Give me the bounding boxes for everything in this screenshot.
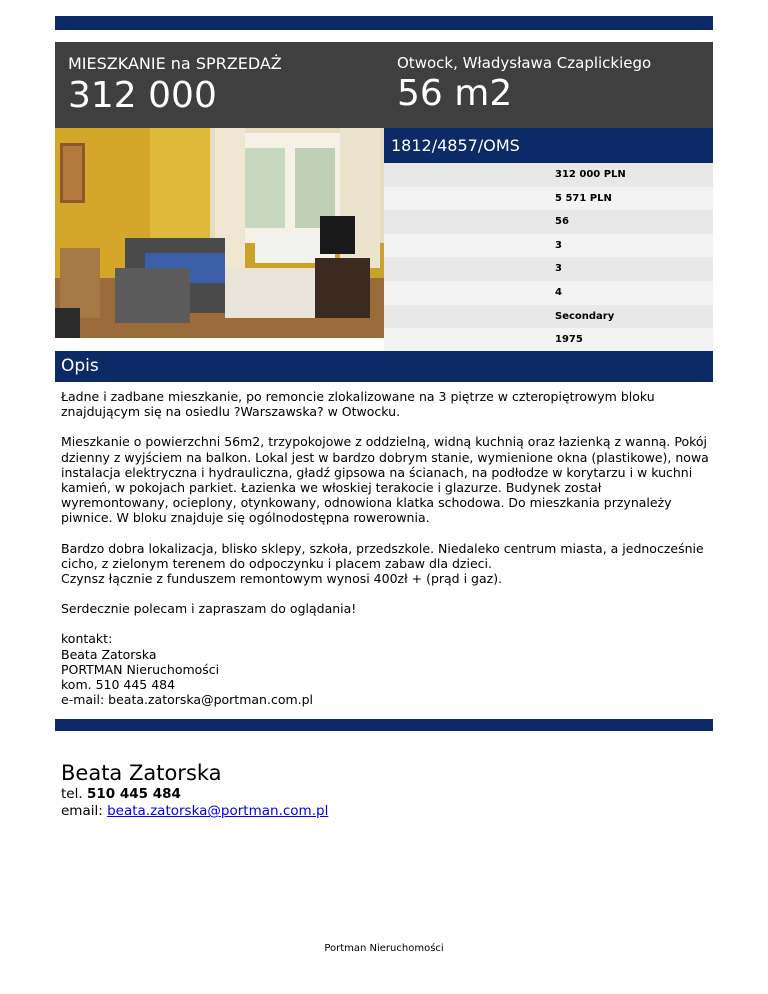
spec-price: 312 000 PLN [384,163,713,187]
header-right [397,54,651,114]
description-paragraph: Mieszkanie o powierzchni 56m2, trzypokojowe z oddzielną, widną kuchnią oraz łazienką z wanną. Pokój dzienny z wyjściem na balkon. Lokal jest w bardzo dobrym stanie, wymienione okna (plastikowe), nowa instalacja elektryczna i hydrauliczna, gładź gipsowa na ścianach, na podłodze w korytarzu i w kuchni kamień, w pokojach parkiet. Łazienka we włoskiej terakocie i glazurze. Budynek został wyremontowany, ocieplony, otynkowany, odnowiona klatka schodowa. Do mieszkania przynależy piwnice. W bloku znajduje się ogólnodostępna rowerownia. [61,434,709,526]
description-paragraph: Bardzo dobra lokalizacja, blisko sklepy, szkoła, przedszkole. Niedaleko centrum miasta, a jednocześnie cicho, z zielonym terenem do odpoczynku i placem zabaw dla dzieci. Czynsz łącznie z funduszem remontowym wynosi 400zł + (prąd i gaz). [61,540,704,587]
agent-email-link[interactable]: beata.zatorska@portman.com.pl [107,803,329,819]
listing-location: Otwock, Władysława Czaplickiego [397,54,652,72]
description-heading: Opis [55,351,713,382]
description-contact: kontakt: Beata Zatorska PORTMAN Nieruchomości kom. 510 445 484 e-mail: beata.zatorska@portman.com.pl [61,631,314,708]
agent-contact [61,760,328,820]
agent-name: Beata Zatorska [61,761,222,785]
listing-price: 312 000 [68,75,217,116]
agent-phone-line [61,786,328,803]
footer-company: Portman Nieruchomości [324,943,444,954]
agent-phone: 510 445 484 [86,786,181,802]
description-body [61,389,711,722]
email-label: email: [61,803,103,819]
spec-price-per-m2: 5 571 PLN [384,187,713,211]
bottom-accent-bar [55,719,713,731]
description-paragraph: Ładne i zadbane mieszkanie, po remoncie zlokalizowane na 3 piętrze w czteropiętrowym bloku znajdującym się na osiedlu ?Warszawska? w Otwocku. [61,389,655,420]
agent-email-line [61,803,328,820]
spec-rooms: 3 [384,234,713,258]
reference-number: 1812/4857/OMS [384,128,713,163]
top-accent-bar [55,16,713,30]
description-paragraph: Serdecznie polecam i zapraszam do oglądania! [61,601,357,617]
phone-label: tel. [61,786,83,802]
listing-type: MIESZKANIE na SPRZEDAŻ [68,54,282,73]
spec-floor: 3 [384,257,713,281]
property-photo [55,128,385,338]
spec-floors-total: 4 [384,281,713,305]
spec-market: Secondary [384,305,713,329]
listing-area: 56 m2 [397,73,513,114]
header-left [68,54,282,116]
spec-year: 1975 [384,328,713,352]
spec-area: 56 [384,210,713,234]
specs-table [384,163,713,352]
listing-header [55,42,713,128]
